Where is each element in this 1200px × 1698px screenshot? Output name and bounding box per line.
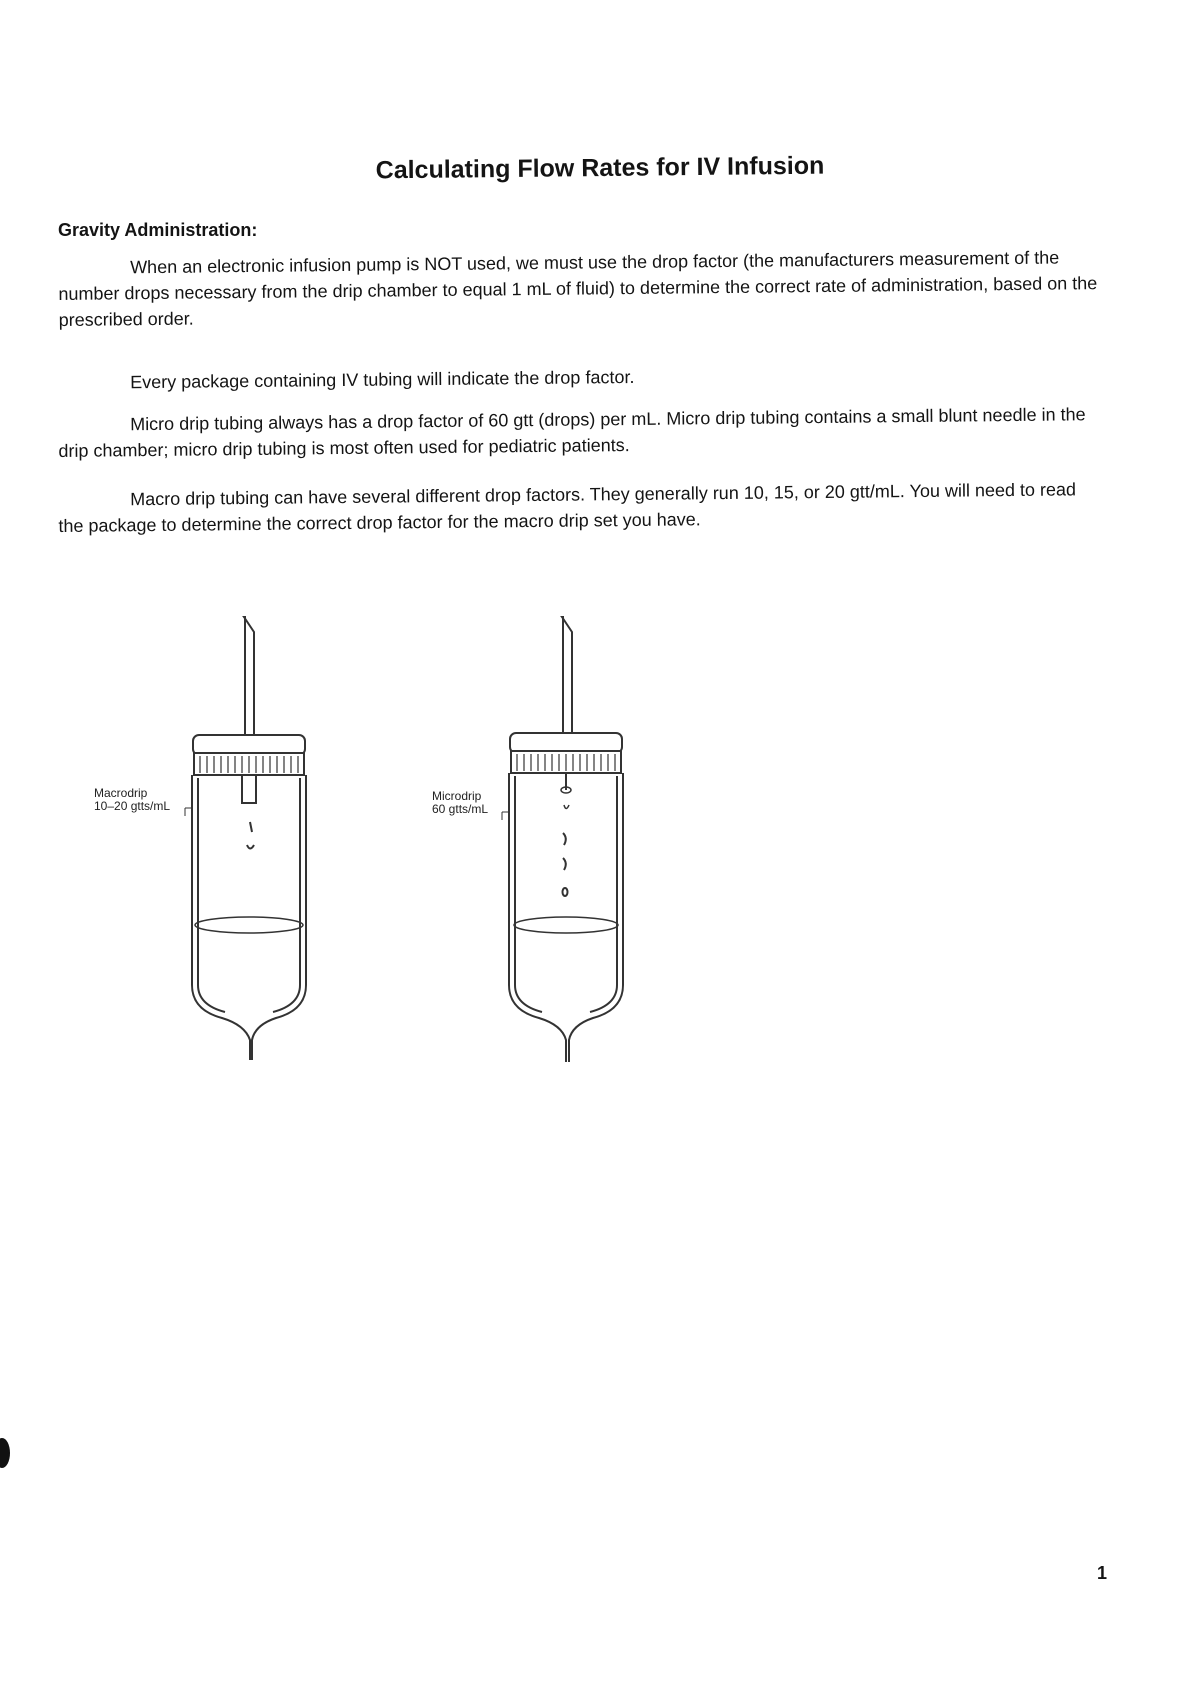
macrodrip-rate: 10–20 gtts/mL	[94, 799, 171, 813]
paragraph-micro-drip: Micro drip tubing always has a drop factor of 60 gtt (drops) per mL. Micro drip tubing contains a small blunt needle in the drip chamber; micro drip tubing is most often used for pediatric patients.	[58, 404, 1086, 461]
paragraph-macro-drip: Macro drip tubing can have several different drop factors. They generally run 10, 15, or 20 gtt/mL. You will need to read the package to determine the correct drop factor for the macro drip set you have.	[58, 479, 1077, 536]
microdrip-name: Microdrip	[432, 789, 482, 803]
microdrip-label	[432, 790, 488, 816]
macrodrip-chamber	[185, 617, 306, 1060]
microdrip-chamber	[502, 617, 623, 1062]
microdrip-rate: 60 gtts/mL	[432, 802, 489, 816]
page-number: 1	[1097, 1563, 1108, 1583]
macrodrip-name: Macrodrip	[94, 786, 148, 800]
macrodrip-label	[94, 787, 170, 813]
paragraph-package: Every package containing IV tubing will indicate the drop factor.	[130, 366, 635, 393]
section-heading: Gravity Administration:	[58, 220, 258, 240]
paragraph-drop-factor: When an electronic infusion pump is NOT used, we must use the drop factor (the manufacturers measurement of the number drops necessary from the drip chamber to equal 1 mL of fluid) to determine the correct rate of administration, based on the prescribed order.	[58, 247, 1098, 330]
page-title: Calculating Flow Rates for IV Infusion	[375, 151, 825, 185]
drip-chamber-figure	[0, 600, 1200, 1070]
scan-hole-mark	[0, 1438, 10, 1468]
